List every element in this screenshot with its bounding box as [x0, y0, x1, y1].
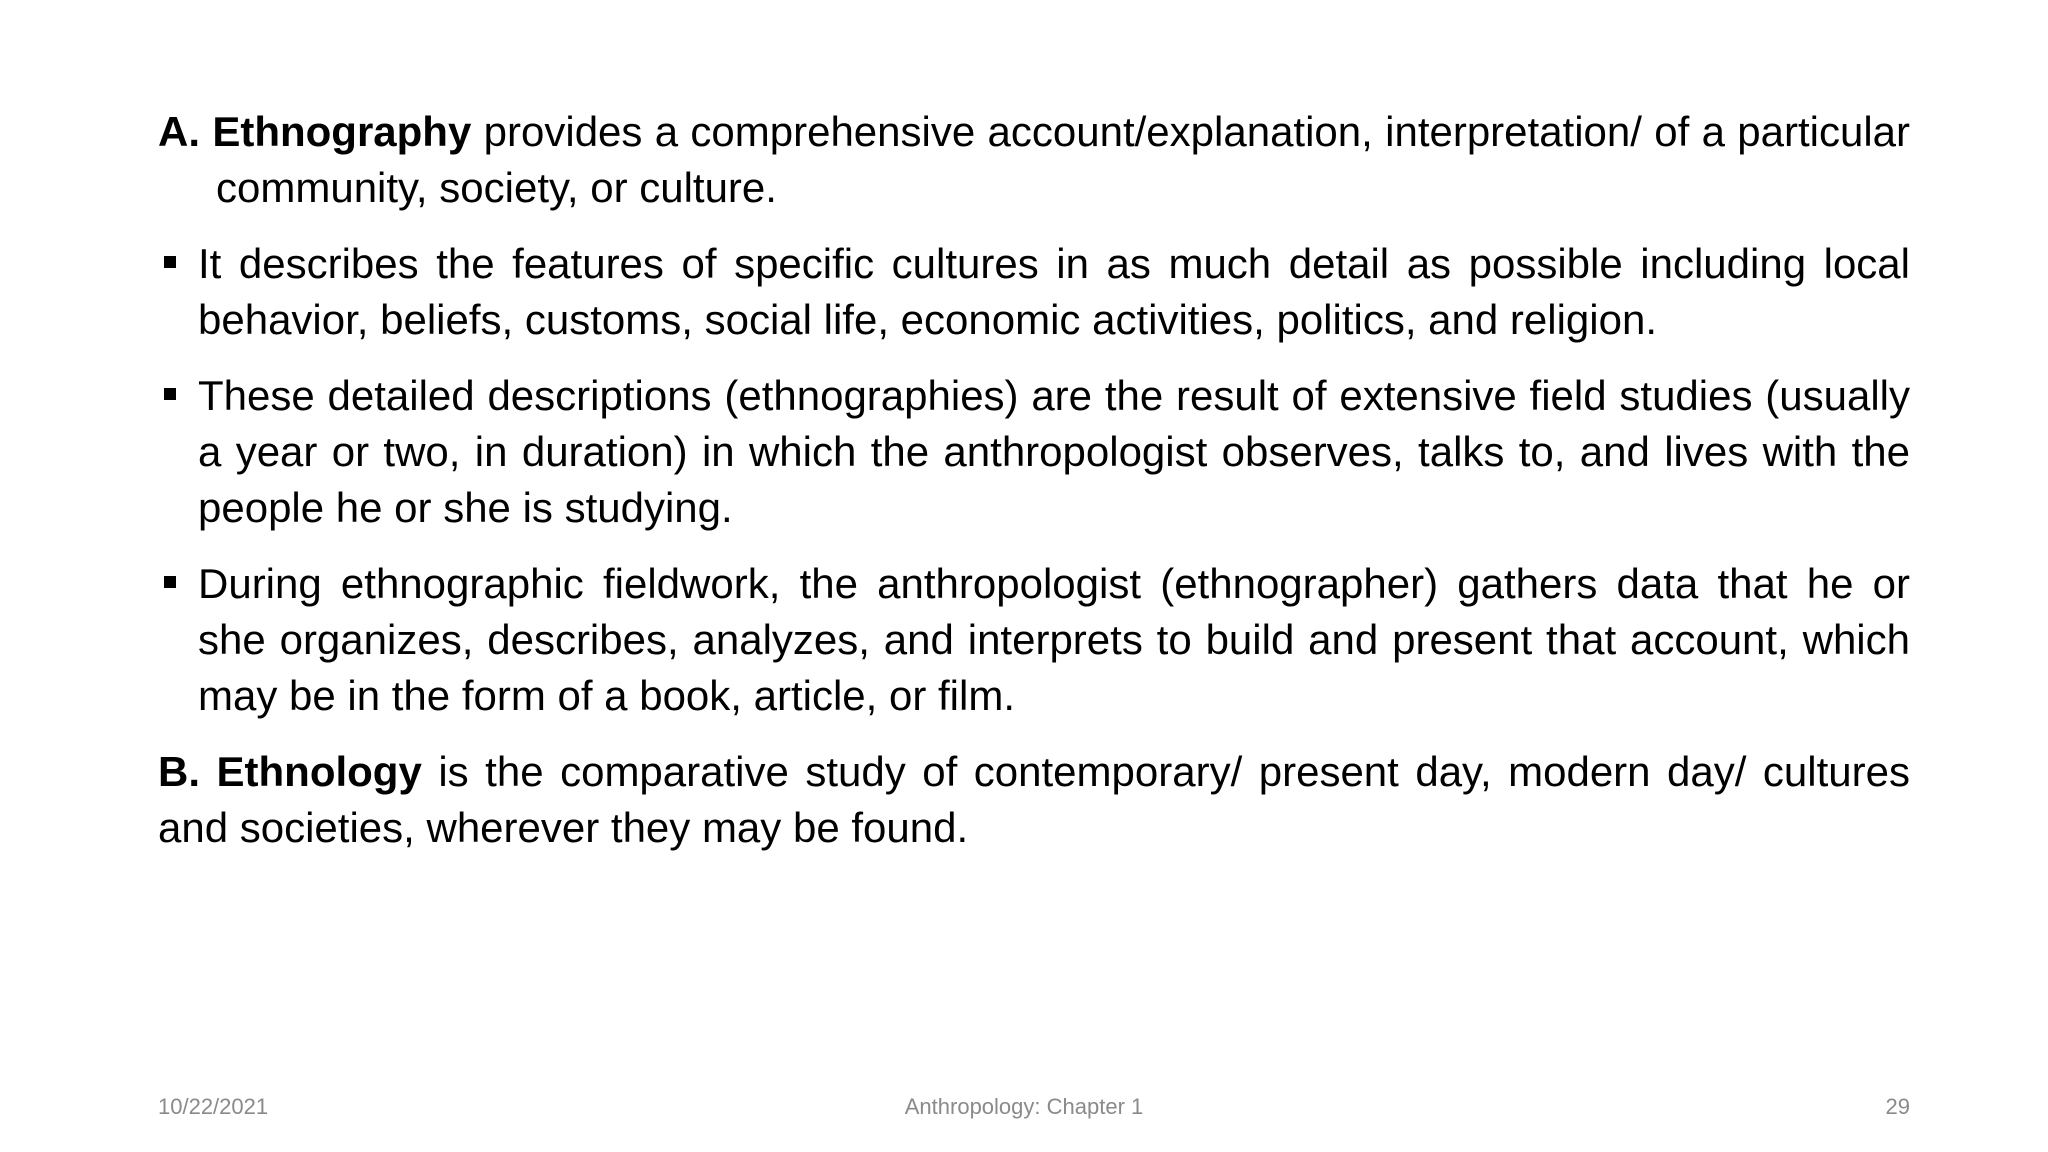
ethnology-term: Ethnology [216, 748, 422, 795]
footer-date: 10/22/2021 [158, 1094, 269, 1119]
paragraph-ethnography [158, 104, 1910, 216]
square-bullet-icon [164, 388, 176, 400]
square-bullet-icon [164, 576, 176, 588]
ethnography-definition: provides a comprehensive account/explanation, interpretation/ of a particular community, society, or culture. [216, 108, 1911, 211]
slide-content [158, 104, 1910, 876]
bullet-text: It describes the features of specific cultures in as much detail as possible including local behavior, beliefs, customs, social life, economic activities, politics, and religion. [198, 240, 1910, 343]
footer-title: Anthropology: Chapter 1 [904, 1094, 1144, 1119]
ethnography-term: Ethnography [212, 108, 472, 155]
bullet-text: During ethnographic fieldwork, the anthropologist (ethnographer) gathers data that he or she organizes, describes, analyzes, and interprets to build and present that account, which may be in the form of a book, article, or film. [198, 560, 1910, 719]
square-bullet-icon [164, 256, 176, 268]
footer-page-number: 29 [1885, 1094, 1910, 1119]
bullet-text: These detailed descriptions (ethnographies) are the result of extensive field studies (usually a year or two, in duration) in which the anthropologist observes, talks to, and lives with the people he or she is studying. [198, 372, 1910, 531]
paragraph-a-label: A. [158, 108, 200, 155]
ethnology-definition: is the comparative study of contemporary/ present day, modern day/ cultures and societies, wherever they may be found. [158, 748, 1910, 851]
paragraph-b-label: B. [158, 748, 200, 795]
bullet-item [158, 556, 1910, 724]
paragraph-ethnology [158, 744, 1910, 856]
bullet-item [158, 236, 1910, 348]
bullet-item [158, 368, 1910, 536]
